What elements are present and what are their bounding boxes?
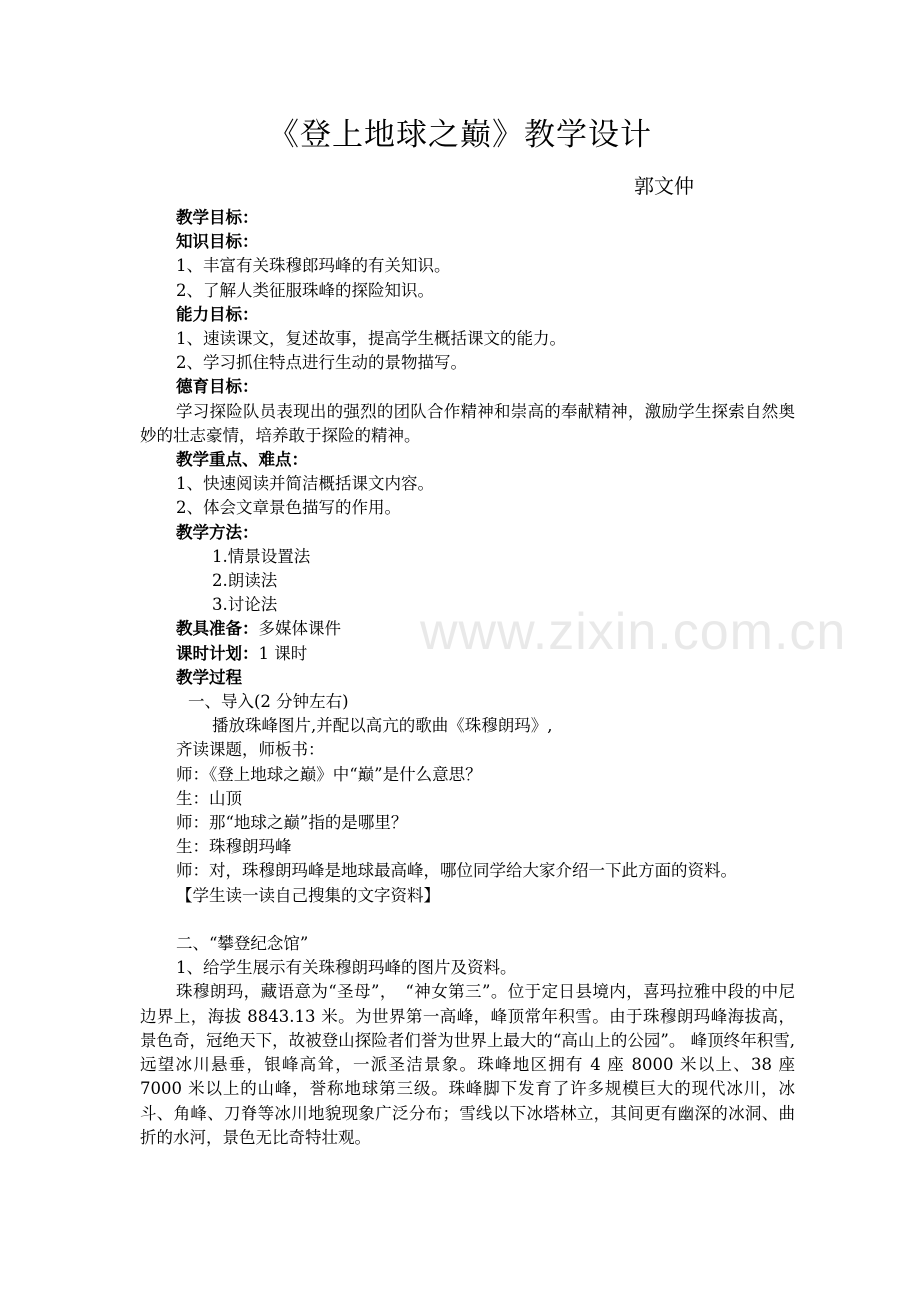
text-line: 2、了解人类征服珠峰的探险知识。	[176, 280, 434, 300]
text-line: 1.情景设置法	[212, 546, 311, 566]
text-line: 珠穆朗玛，藏语意为“圣母”， “神女第三”。位于定日县境内，喜玛拉雅中段的中尼边界上，海拔 8843.13 米。为世界第一高峰，峰顶常年积雪。由于珠穆朗玛峰海拔高，景色奇，冠绝天下，故被登山探险者们誉为世界上最大的“高山上的公园”。 峰顶终年积雪,远望冰川悬垂，银峰高耸，一派圣洁景象。珠峰地区拥有 4 座 8000 米以上、38 座 7000 米以上的山峰，誉称地球第三级。珠峰脚下发育了许多规模巨大的现代冰川，冰斗、角峰、刀脊等冰川地貌现象广泛分布；雪线以下冰塔林立，其间更有幽深的冰洞、曲折的水河，景色无比奇特壮观。	[140, 982, 795, 1147]
section-heading: 教学过程	[176, 667, 242, 687]
text-line: 1、快速阅读并简洁概括课文内容。	[176, 474, 434, 494]
line-label: 教具准备：	[176, 619, 259, 639]
author-name: 郭文仲	[634, 174, 694, 198]
section-heading: 德育目标：	[176, 377, 259, 397]
line-value: 1 课时	[258, 643, 308, 663]
text-line: 生：山顶	[176, 788, 242, 808]
watermark-text: www.zixin.com.cn	[420, 603, 847, 661]
text-line: 2、学习抓住特点进行生动的景物描写。	[176, 353, 467, 373]
text-line: 生：珠穆朗玛峰	[176, 837, 292, 857]
section-heading: 教学方法：	[176, 522, 259, 542]
document-title: 《登上地球之巅》教学设计	[268, 117, 652, 153]
text-line: 一、导入(2 分钟左右)	[188, 692, 349, 712]
text-line: 2、体会文章景色描写的作用。	[176, 498, 401, 518]
text-line: 播放珠峰图片,并配以高亢的歌曲《珠穆朗玛》,	[212, 716, 553, 736]
text-line: 1、速读课文，复述故事，提高学生概括课文的能力。	[176, 329, 566, 349]
text-line: 1、丰富有关珠穆郎玛峰的有关知识。	[176, 256, 451, 276]
text-line: 【学生读一读自己搜集的文字资料】	[176, 885, 440, 905]
section-heading: 教学目标：	[176, 208, 259, 227]
text-line: 师：对，珠穆朗玛峰是地球最高峰，哪位同学给大家介绍一下此方面的资料。	[176, 861, 737, 881]
section-heading: 教学重点、难点：	[176, 450, 308, 470]
text-line: 师：《登上地球之巅》中“巅”是什么意思？	[176, 764, 482, 784]
blank-line	[140, 908, 795, 932]
text-line: 2.朗读法	[212, 571, 278, 591]
text-line: 二、“攀登纪念馆”	[176, 934, 309, 954]
text-line: 3.讨论法	[212, 595, 278, 615]
text-line: 师：那“地球之巅”指的是哪里？	[176, 813, 408, 833]
section-heading: 知识目标：	[176, 232, 259, 252]
line-value: 多媒体课件	[258, 619, 341, 639]
text-line: 学习探险队员表现出的强烈的团队合作精神和崇高的奉献精神，激励学生探索自然奥妙的壮志豪情，培养敢于探险的精神。	[140, 401, 795, 445]
line-label: 课时计划：	[176, 643, 259, 663]
document-body	[140, 206, 795, 1150]
text-line: 1、给学生展示有关珠穆朗玛峰的图片及资料。	[176, 958, 517, 978]
section-heading: 能力目标：	[176, 304, 259, 324]
text-line: 齐读课题，师板书：	[176, 740, 325, 760]
